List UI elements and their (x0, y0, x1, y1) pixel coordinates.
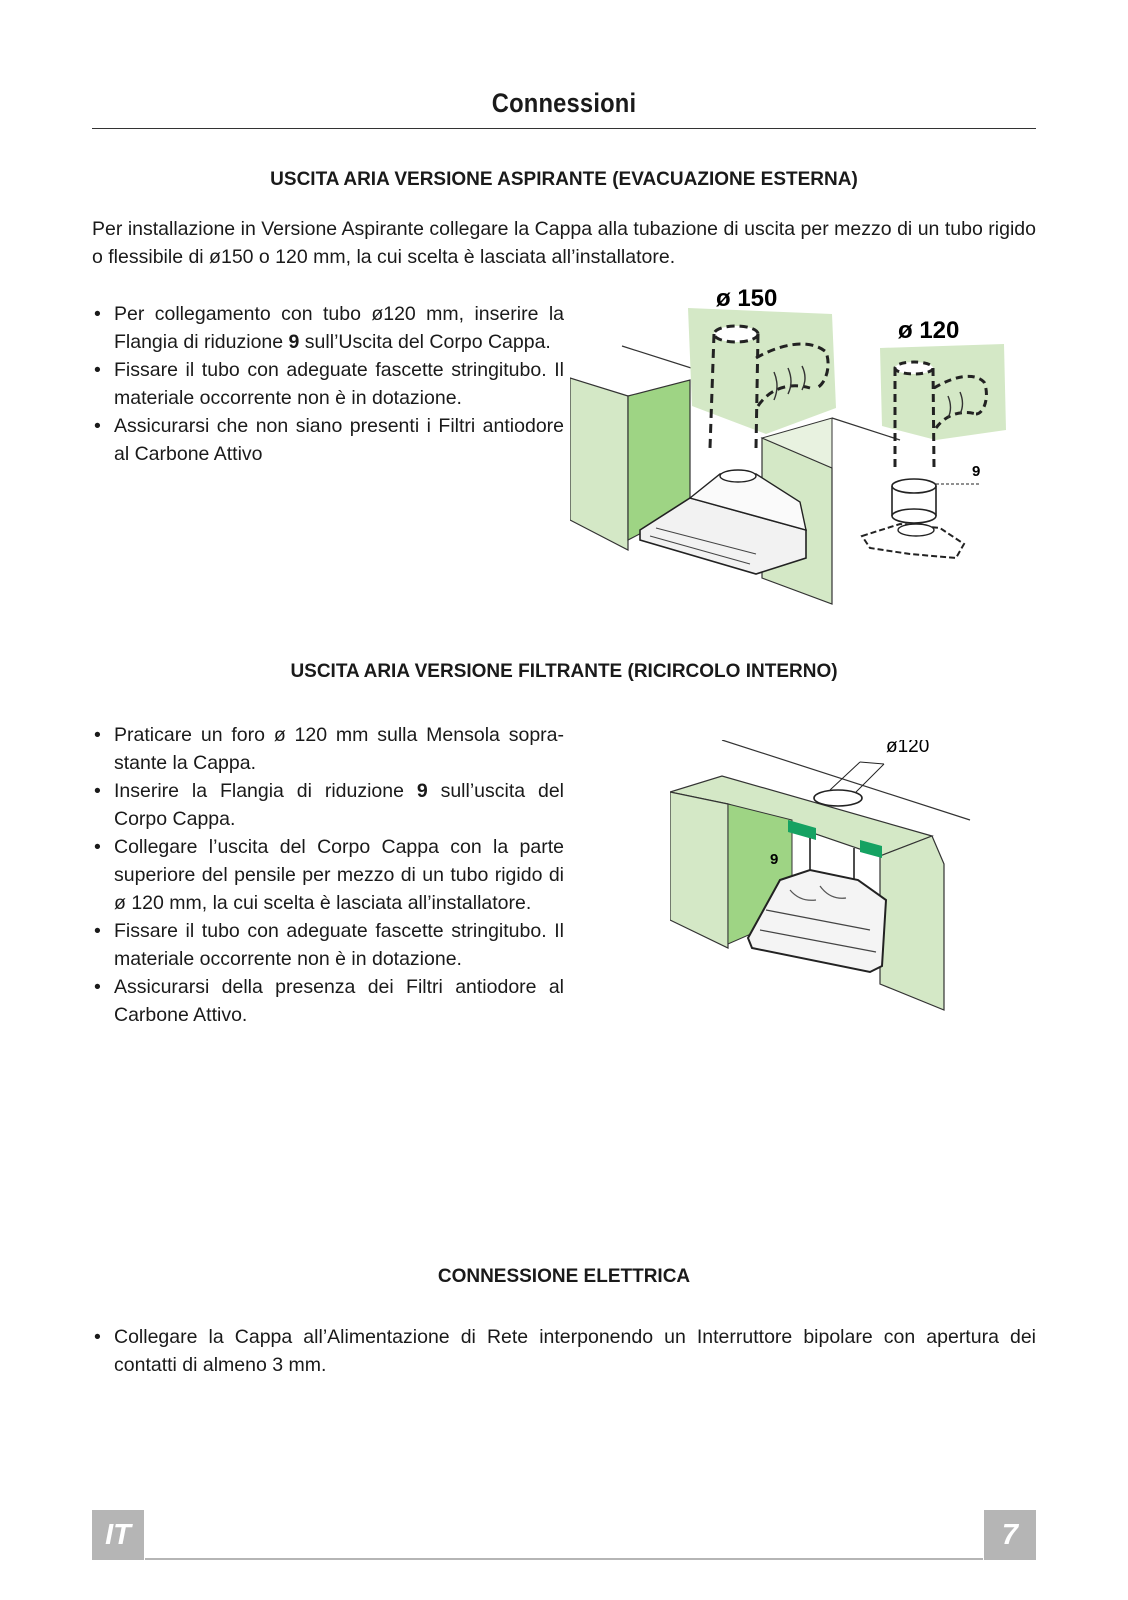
title-rule (92, 128, 1036, 129)
language-tab: IT (92, 1510, 144, 1560)
section-heading-filtrante: USCITA ARIA VERSIONE FILTRANTE (RICIRCOLO INTERNO) (290, 661, 838, 682)
page-number: 7 (984, 1510, 1036, 1560)
cabinet-left-side (670, 792, 728, 948)
list-item: • Inserire la Flangia di riduzione 9 sull’uscita del Corpo Cappa. (92, 777, 564, 833)
list-item: • Collegare la Cappa all’Alimentazione di Rete interponendo un Interruttore bipolare con apertura dei contatti di almeno 3 mm. (92, 1323, 1036, 1379)
list-item: • Per collegamento con tubo ø120 mm, inserire la Flangia di riduzione 9 sull’Uscita del Corpo Cappa. (92, 300, 564, 356)
ducting-diagram-aspirante (570, 278, 1030, 618)
section-heading-aspirante: USCITA ARIA VERSIONE ASPIRANTE (EVACUAZIONE ESTERNA) (270, 169, 858, 190)
list-item: • Assicurarsi della presenza dei Filtri antiodore al Carbone Attivo. (92, 973, 564, 1029)
recirculation-diagram-filtrante (670, 740, 990, 1030)
label-diameter-120: ø 120 (898, 317, 960, 344)
list-item: • Fissare il tubo con adeguate fascette stringitubo. Il materiale occorrente non è in dotazione. (92, 356, 564, 412)
bullet-list-elettrica (92, 1323, 1036, 1379)
label-hole-diameter: ø120 (886, 740, 930, 757)
hole-120 (814, 790, 862, 806)
list-item: • Collegare l’uscita del Corpo Cappa con la parte superiore del pensile per mezzo di un tubo rigido di ø 120 mm, la cui scelta è lasciata all’installatore. (92, 833, 564, 917)
section-heading-elettrica: CONNESSIONE ELETTRICA (437, 1266, 691, 1287)
cabinet-right-side (880, 836, 944, 1010)
list-item: • Fissare il tubo con adeguate fascette stringitubo. Il materiale occorrente non è in dotazione. (92, 917, 564, 973)
bullet-list-aspirante (92, 300, 564, 468)
label-part-9: 9 (972, 463, 981, 480)
cabinet-left-side (570, 378, 628, 550)
page-title: Connessioni (491, 88, 637, 118)
footer-rule (145, 1558, 983, 1560)
label-diameter-150: ø 150 (716, 285, 778, 312)
bullet-list-filtrante (92, 721, 564, 1029)
label-part-9: 9 (770, 851, 779, 868)
list-item: • Assicurarsi che non siano presenti i Filtri antiodore al Carbone Attivo (92, 412, 564, 468)
intro-paragraph: Per installazione in Versione Aspirante collegare la Cappa alla tubazione di uscita per mezzo di un tubo rigido o flessibile di ø150 o 120 mm, la cui scelta è lasciata all’installatore. (92, 218, 1036, 268)
list-item: • Praticare un foro ø 120 mm sulla Mensola sopra-stante la Cappa. (92, 721, 564, 777)
